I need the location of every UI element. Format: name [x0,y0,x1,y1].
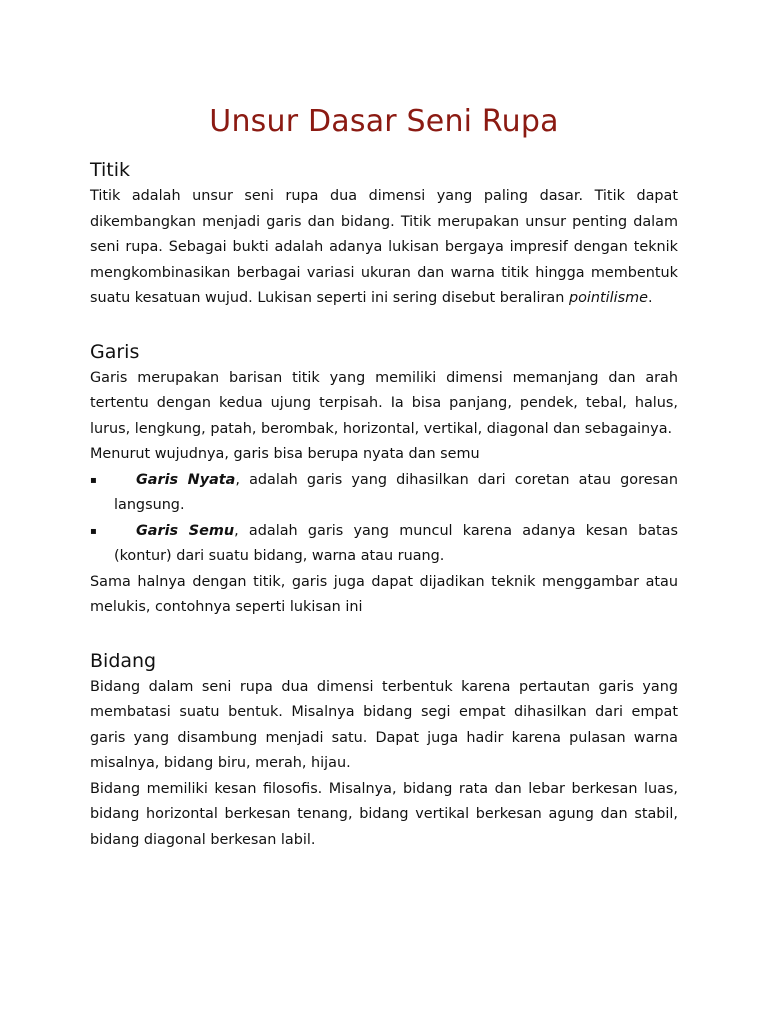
section-bidang [90,647,678,854]
list-item [90,468,678,519]
paragraph-garis-1: Garis merupakan barisan titik yang memiliki dimensi memanjang dan arah tertentu dengan kedua ujung terpisah. Ia bisa panjang, pendek, tebal, halus, lurus, lengkung, patah, berombak, horizontal, vertikal, diagonal dan sebagainya. [90,369,678,437]
paragraph-garis-2: Menurut wujudnya, garis bisa berupa nyata dan semu [90,446,480,462]
section-garis [90,338,678,621]
titik-period: . [648,290,653,306]
bullet-term: Garis Nyata [136,471,236,488]
paragraph-garis-3: Sama halnya dengan titik, garis juga dapat dijadikan teknik menggambar atau melukis, contohnya seperti lukisan ini [90,573,678,615]
pointilisme-term: pointilisme [568,290,649,306]
section-heading-titik: Titik [90,159,131,181]
garis-bullet-list [90,468,678,570]
section-heading-bidang: Bidang [90,649,157,672]
section-titik [90,156,678,312]
list-item [90,519,678,570]
paragraph-titik [90,184,678,312]
square-bullet-icon: ▪ [90,474,97,486]
titik-text: Titik adalah unsur seni rupa dua dimensi yang paling dasar. Titik dapat dikembangkan menjadi garis dan bidang. Titik merupakan unsur penting dalam seni rupa. Sebagai bukti adalah adanya lukisan bergaya impresif dengan teknik mengkombinasikan berbagai variasi ukuran dan warna titik hingga membentuk suatu kesatuan wujud. Lukisan seperti ini sering disebut beraliran [90,188,678,306]
bullet-text: , adalah garis yang muncul karena adanya kesan batas (kontur) dari suatu bidang, warna atau ruang. [114,522,678,564]
document-title: Unsur Dasar Seni Rupa [209,104,559,139]
square-bullet-icon: ▪ [90,525,97,537]
paragraph-bidang-1: Bidang dalam seni rupa dua dimensi terbentuk karena pertautan garis yang membatasi suatu bentuk. Misalnya bidang segi empat dihasilkan dari empat garis yang disambung menjadi satu. Dapat juga hadir karena pulasan warna misalnya, bidang biru, merah, hijau. [90,678,678,771]
bullet-text: , adalah garis yang dihasilkan dari coretan atau goresan langsung. [114,471,678,513]
paragraph-bidang-2: Bidang memiliki kesan filosofis. Misalnya, bidang rata dan lebar berkesan luas, bidang horizontal berkesan tenang, bidang vertikal berkesan agung dan stabil, bidang diagonal berkesan labil. [90,780,678,848]
bullet-term: Garis Semu [136,522,235,539]
section-heading-garis: Garis [90,340,140,363]
